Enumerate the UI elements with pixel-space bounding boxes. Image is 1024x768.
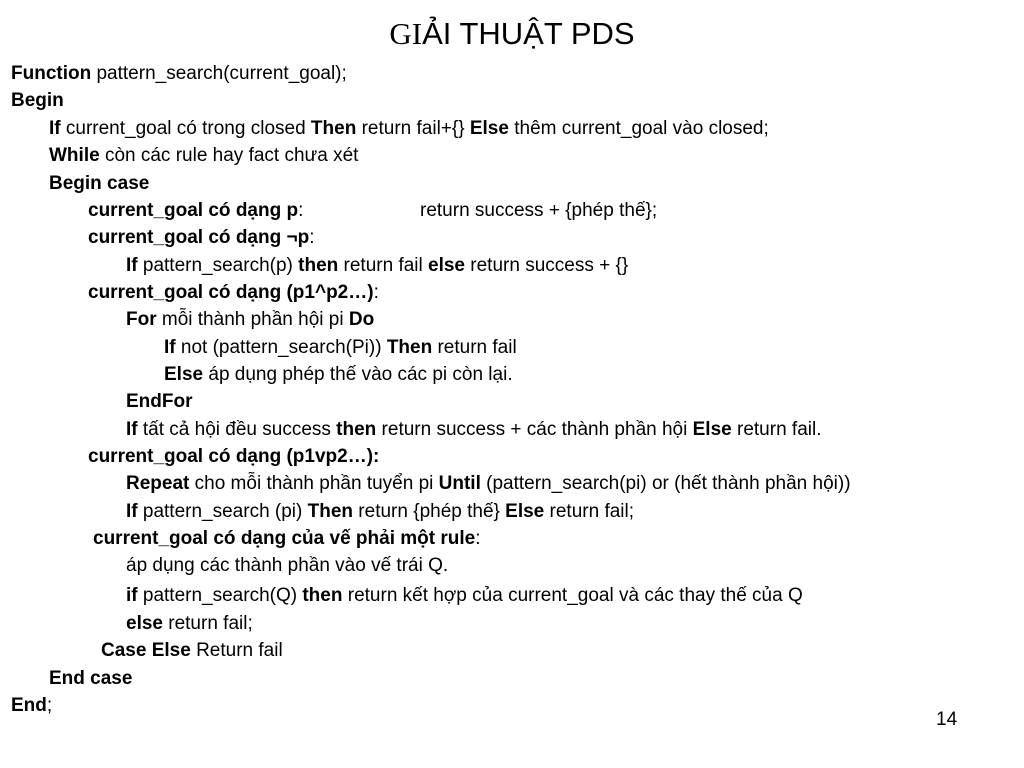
code-keyword: current_goal có dạng (p1vp2…): <box>88 446 380 467</box>
slide-title-part-a: GI <box>389 16 423 51</box>
code-text: return fail <box>338 255 429 276</box>
code-keyword: Begin <box>11 90 64 111</box>
code-keyword: Else <box>469 118 509 139</box>
code-keyword: if <box>126 585 138 606</box>
code-line <box>49 171 149 197</box>
code-keyword: If <box>126 255 138 276</box>
page-number: 14 <box>936 709 958 730</box>
code-keyword: End case <box>49 668 133 689</box>
code-line <box>88 444 379 470</box>
code-line <box>11 693 52 719</box>
code-text: return success + các thành phần hội <box>376 419 693 440</box>
code-line <box>126 417 821 443</box>
code-text: return success + {} <box>465 255 629 276</box>
code-keyword: Case Else <box>101 640 191 661</box>
code-text: ; <box>46 695 53 716</box>
code-line <box>164 335 517 361</box>
code-text: : <box>309 227 315 248</box>
code-keyword: then <box>298 255 339 276</box>
code-keyword: EndFor <box>126 391 193 412</box>
code-line <box>126 471 851 497</box>
code-line <box>101 638 283 664</box>
code-keyword: Else <box>164 364 204 385</box>
code-text: pattern_search(Q) <box>137 585 303 606</box>
code-text: tất cả hội đều success <box>137 419 337 440</box>
code-line <box>93 526 480 552</box>
code-text: : <box>373 282 379 303</box>
code-line <box>88 280 379 306</box>
code-keyword: While <box>49 145 100 166</box>
code-text: return fail <box>432 337 517 358</box>
code-text: return kết hợp của current_goal và các thay thế của Q <box>342 585 803 606</box>
code-line <box>126 253 628 279</box>
code-line <box>88 225 314 251</box>
code-text: (pattern_search(pi) or (hết thành phần hội)) <box>480 473 851 494</box>
code-text: return fail. <box>731 419 822 440</box>
code-keyword: else <box>126 613 163 634</box>
code-text: pattern_search(current_goal); <box>91 63 347 84</box>
code-keyword: Repeat <box>126 473 190 494</box>
slide-title-part-b: ẢI THUẬT PDS <box>422 16 635 51</box>
code-text: : <box>298 200 304 221</box>
code-text: Return fail <box>190 640 283 661</box>
code-text: thêm current_goal vào closed; <box>508 118 769 139</box>
code-line <box>126 307 374 333</box>
code-keyword: If <box>164 337 176 358</box>
code-text: return fail+{} <box>356 118 470 139</box>
code-keyword: then <box>302 585 343 606</box>
code-keyword: Do <box>348 309 375 330</box>
code-keyword: Until <box>438 473 481 494</box>
code-keyword: Then <box>307 501 354 522</box>
code-text: cho mỗi thành phần tuyển pi <box>189 473 439 494</box>
slide-title <box>0 14 1024 54</box>
code-keyword: Else <box>505 501 545 522</box>
code-text: return fail; <box>162 613 253 634</box>
code-line <box>49 116 769 142</box>
code-text: current_goal có trong closed <box>60 118 311 139</box>
code-keyword: End <box>11 695 47 716</box>
code-line <box>126 499 634 525</box>
code-keyword: If <box>49 118 61 139</box>
code-keyword: current_goal có dạng của vế phải một rule <box>93 528 476 549</box>
code-line <box>126 611 253 637</box>
code-text: pattern_search(p) <box>137 255 299 276</box>
code-keyword: current_goal có dạng ¬p <box>88 227 310 248</box>
code-keyword: else <box>428 255 465 276</box>
code-keyword: Then <box>386 337 433 358</box>
code-text: còn các rule hay fact chưa xét <box>99 145 359 166</box>
code-keyword: Function <box>11 63 92 84</box>
code-text: áp dụng các thành phần vào vế trái Q. <box>126 555 449 576</box>
code-line <box>11 88 64 114</box>
code-keyword: current_goal có dạng p <box>88 200 299 221</box>
code-keyword: Begin case <box>49 173 150 194</box>
code-text: pattern_search (pi) <box>137 501 308 522</box>
code-text: not (pattern_search(Pi)) <box>175 337 387 358</box>
code-line <box>126 583 803 609</box>
code-keyword: If <box>126 501 138 522</box>
code-line <box>164 362 513 388</box>
code-line <box>49 666 132 692</box>
code-keyword: For <box>126 309 157 330</box>
code-keyword: If <box>126 419 138 440</box>
code-line-tail: return success + {phép thế}; <box>420 200 658 221</box>
code-keyword: then <box>336 419 377 440</box>
code-text: áp dụng phép thế vào các pi còn lại. <box>203 364 513 385</box>
code-line <box>49 143 358 169</box>
code-keyword: Else <box>692 419 732 440</box>
code-text: : <box>475 528 481 549</box>
code-line <box>88 198 303 224</box>
code-line <box>126 389 193 415</box>
code-text: return {phép thế} <box>353 501 506 522</box>
code-line <box>126 553 448 579</box>
code-keyword: Then <box>310 118 357 139</box>
code-keyword: current_goal có dạng (p1^p2…) <box>88 282 374 303</box>
code-line <box>11 61 347 87</box>
code-text: return fail; <box>544 501 635 522</box>
code-text: mỗi thành phần hội pi <box>156 309 349 330</box>
